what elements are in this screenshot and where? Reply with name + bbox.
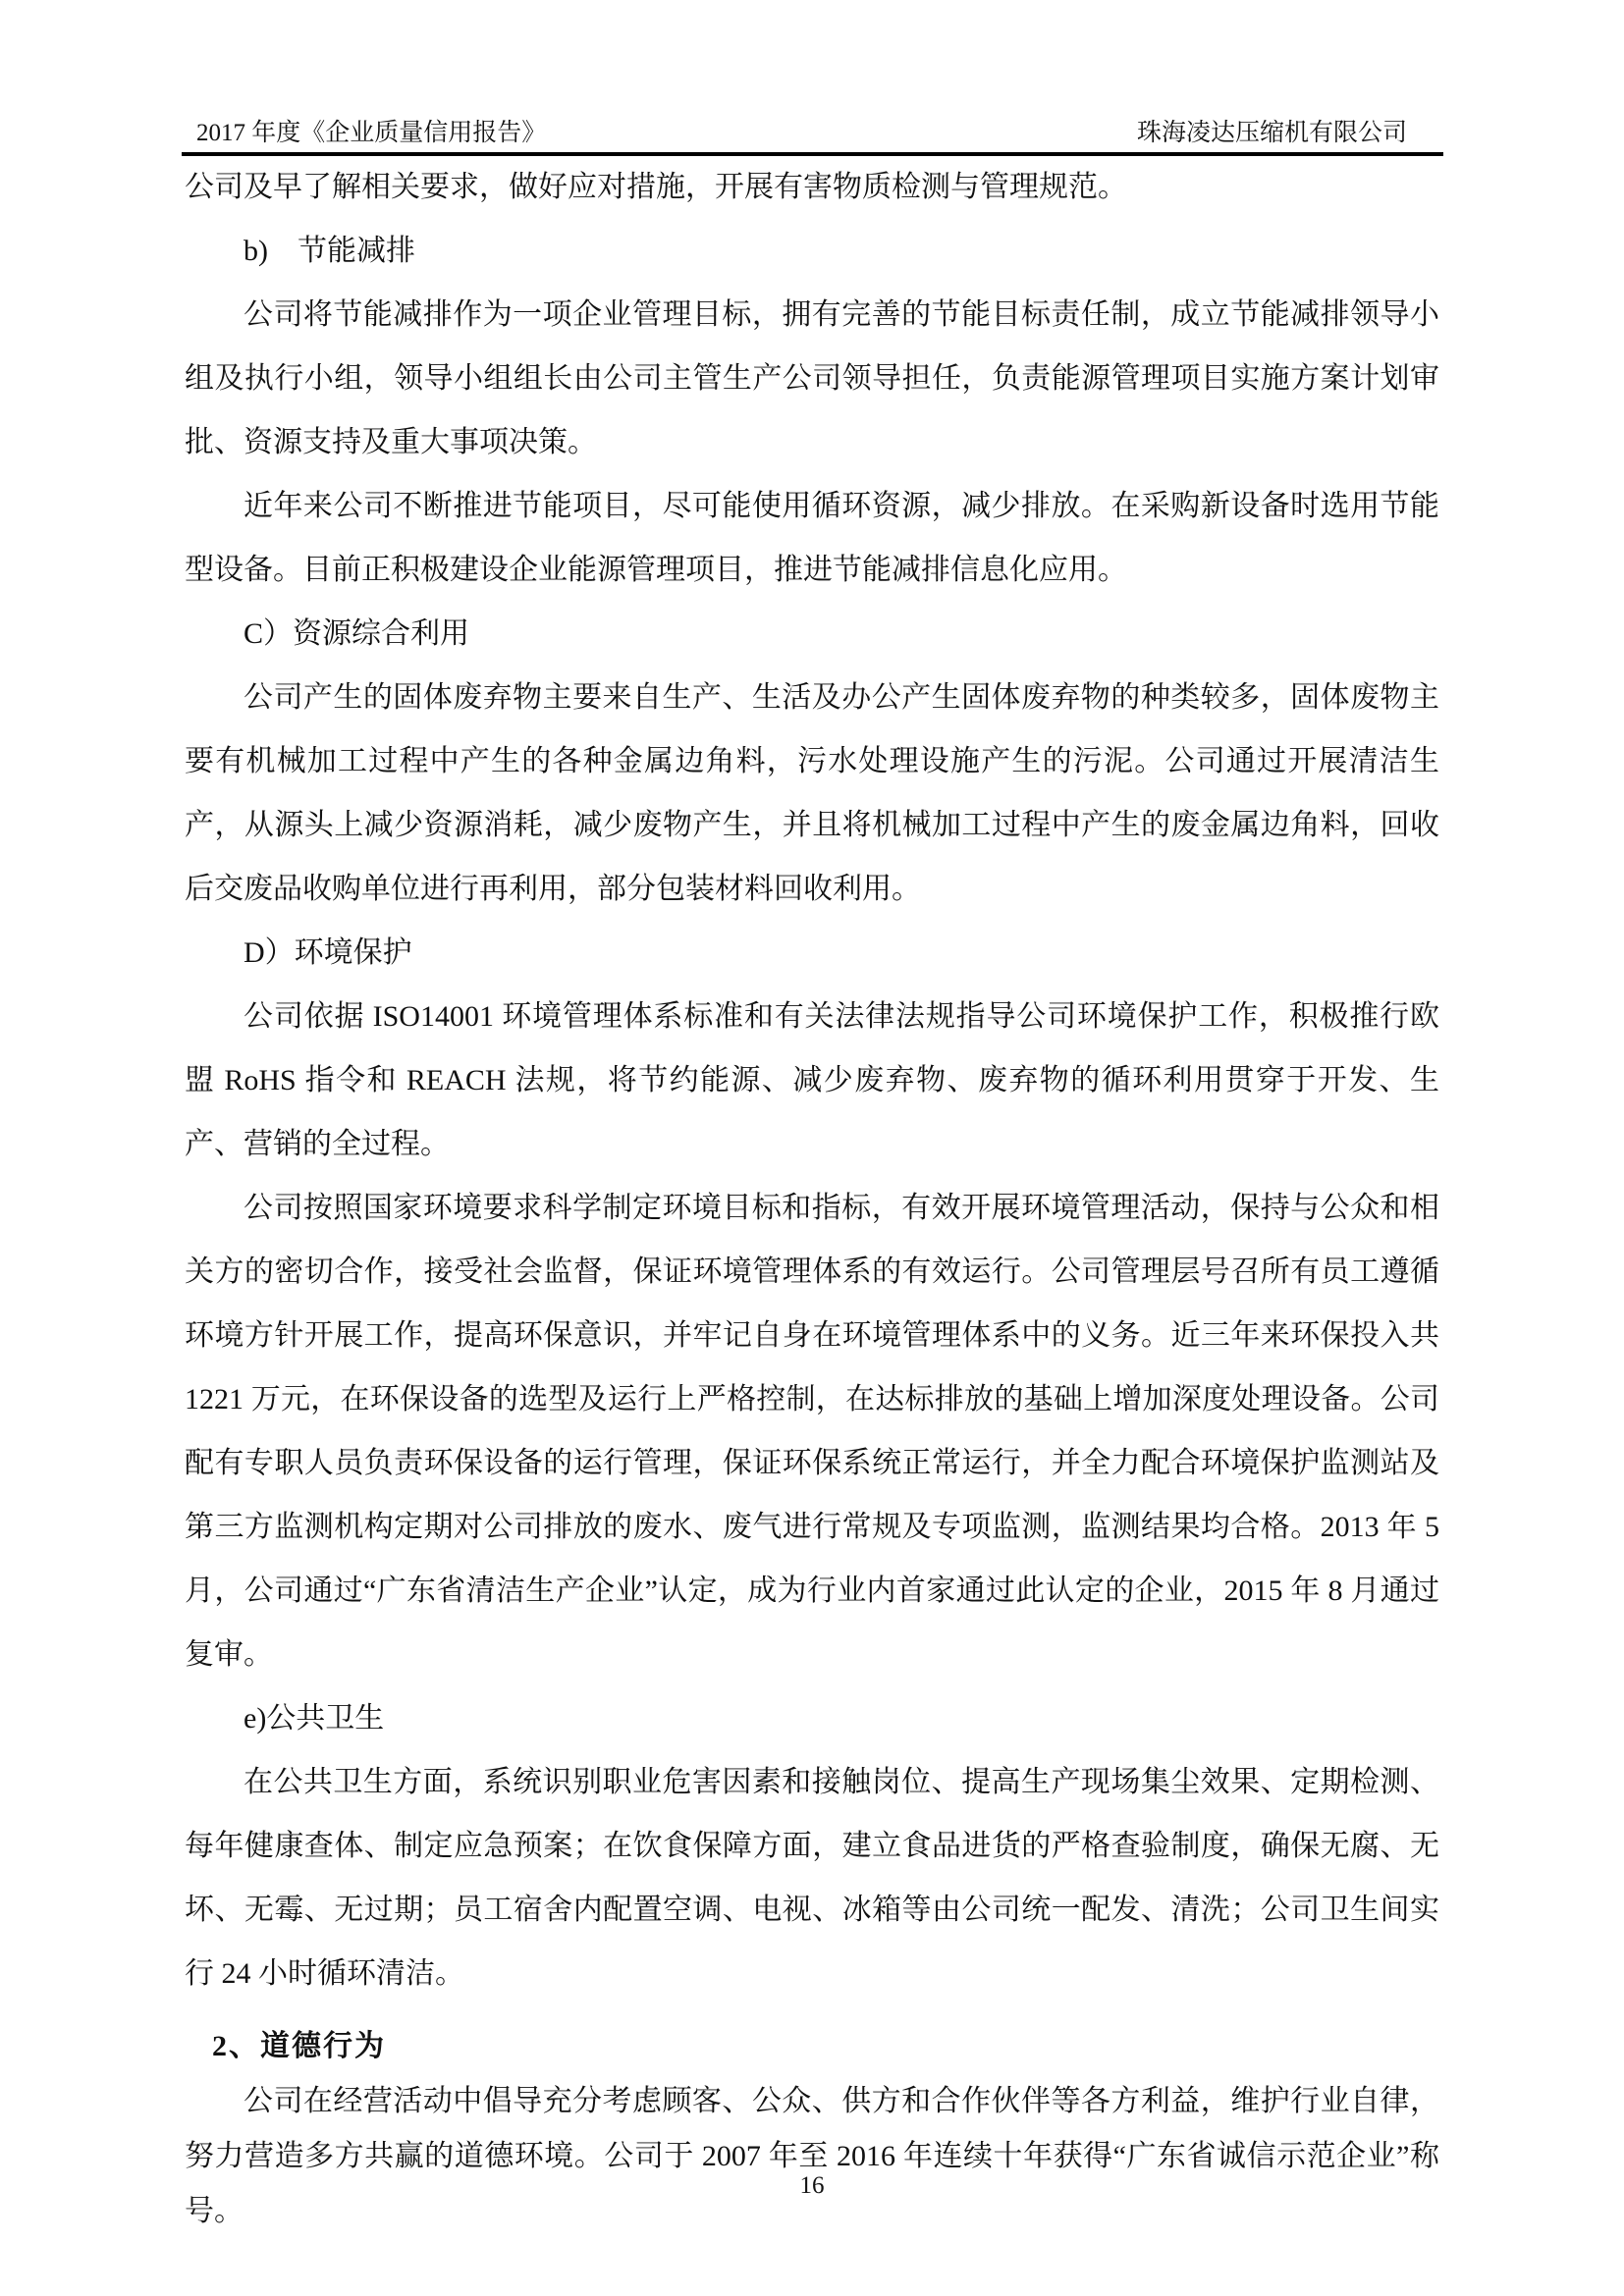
paragraph-continuation: 公司及早了解相关要求，做好应对措施，开展有害物质检测与管理规范。	[185, 171, 1127, 203]
paragraph: 在公共卫生方面，系统识别职业危害因素和接触岗位、提高生产现场集尘效果、定期检测、每年健康查体、制定应急预案；在饮食保障方面，建立食品进货的严格查验制度，确保无腐、无坏、无霉、无过期；员工宿舍内配置空调、电视、冰箱等由公司统一配发、清洗；公司卫生间实行 24 小时循环清洁。	[185, 1766, 1439, 1990]
page-header	[182, 119, 1443, 156]
paragraph: 公司将节能减排作为一项企业管理目标，拥有完善的节能目标责任制，成立节能减排领导小组及执行小组，领导小组组长由公司主管生产公司领导担任，负责能源管理项目实施方案计划审批、资源支持及重大事项决策。	[185, 298, 1439, 458]
page-number: 16	[799, 2172, 825, 2199]
paragraph: 近年来公司不断推进节能项目，尽可能使用循环资源，减少排放。在采购新设备时选用节能型设备。目前正积极建设企业能源管理项目，推进节能减排信息化应用。	[185, 490, 1439, 586]
section-heading-ethics: 2、道德行为	[212, 2030, 386, 2062]
header-report-title: 2017 年度《企业质量信用报告》	[196, 120, 547, 146]
paragraph: 公司产生的固体废弃物主要来自生产、生活及办公产生固体废弃物的种类较多，固体废物主要有机械加工过程中产生的各种金属边角料，污水处理设施产生的污泥。公司通过开展清洁生产，从源头上减少资源消耗，减少废物产生，并且将机械加工过程中产生的废金属边角料，回收后交废品收购单位进行再利用，部分包装材料回收利用。	[185, 681, 1439, 905]
page-footer	[0, 2171, 1624, 2201]
document-body	[185, 155, 1439, 2239]
paragraph: 公司在经营活动中倡导充分考虑顾客、公众、供方和合作伙伴等各方利益，维护行业自律，努力营造多方共赢的道德环境。公司于 2007 年至 2016 年连续十年获得“广东省诚信示范企业”称号。	[185, 2085, 1439, 2227]
paragraph: 公司依据 ISO14001 环境管理体系标准和有关法律法规指导公司环境保护工作，积极推行欧盟 RoHS 指令和 REACH 法规，将节约能源、减少废弃物、废弃物的循环利用贯穿于开发、生产、营销的全过程。	[185, 1000, 1439, 1160]
subheading-public-health: e)公共卫生	[244, 1702, 385, 1735]
subheading-energy-saving: b) 节能减排	[244, 235, 415, 267]
page-header-row	[182, 119, 1443, 147]
paragraph: 公司按照国家环境要求科学制定环境目标和指标，有效开展环境管理活动，保持与公众和相关方的密切合作，接受社会监督，保证环境管理体系的有效运行。公司管理层号召所有员工遵循环境方针开展工作，提高环保意识，并牢记自身在环境管理体系中的义务。近三年来环保投入共 1221 万元，在环保设备的选型及运行上严格控制，在达标排放的基础上增加深度处理设备。公司配有专职人员负责环保设备的运行管理，保证环保系统正常运行，并全力配合环境保护监测站及第三方监测机构定期对公司排放的废水、废气进行常规及专项监测，监测结果均合格。2013 年 5 月，公司通过“广东省清洁生产企业”认定，成为行业内首家通过此认定的企业，2015 年 8 月通过复审。	[185, 1192, 1439, 1671]
subheading-environment: D）环境保护	[244, 936, 412, 969]
header-company-name: 珠海凌达压缩机有限公司	[1136, 120, 1407, 146]
subheading-resource-use: C）资源综合利用	[244, 617, 470, 650]
